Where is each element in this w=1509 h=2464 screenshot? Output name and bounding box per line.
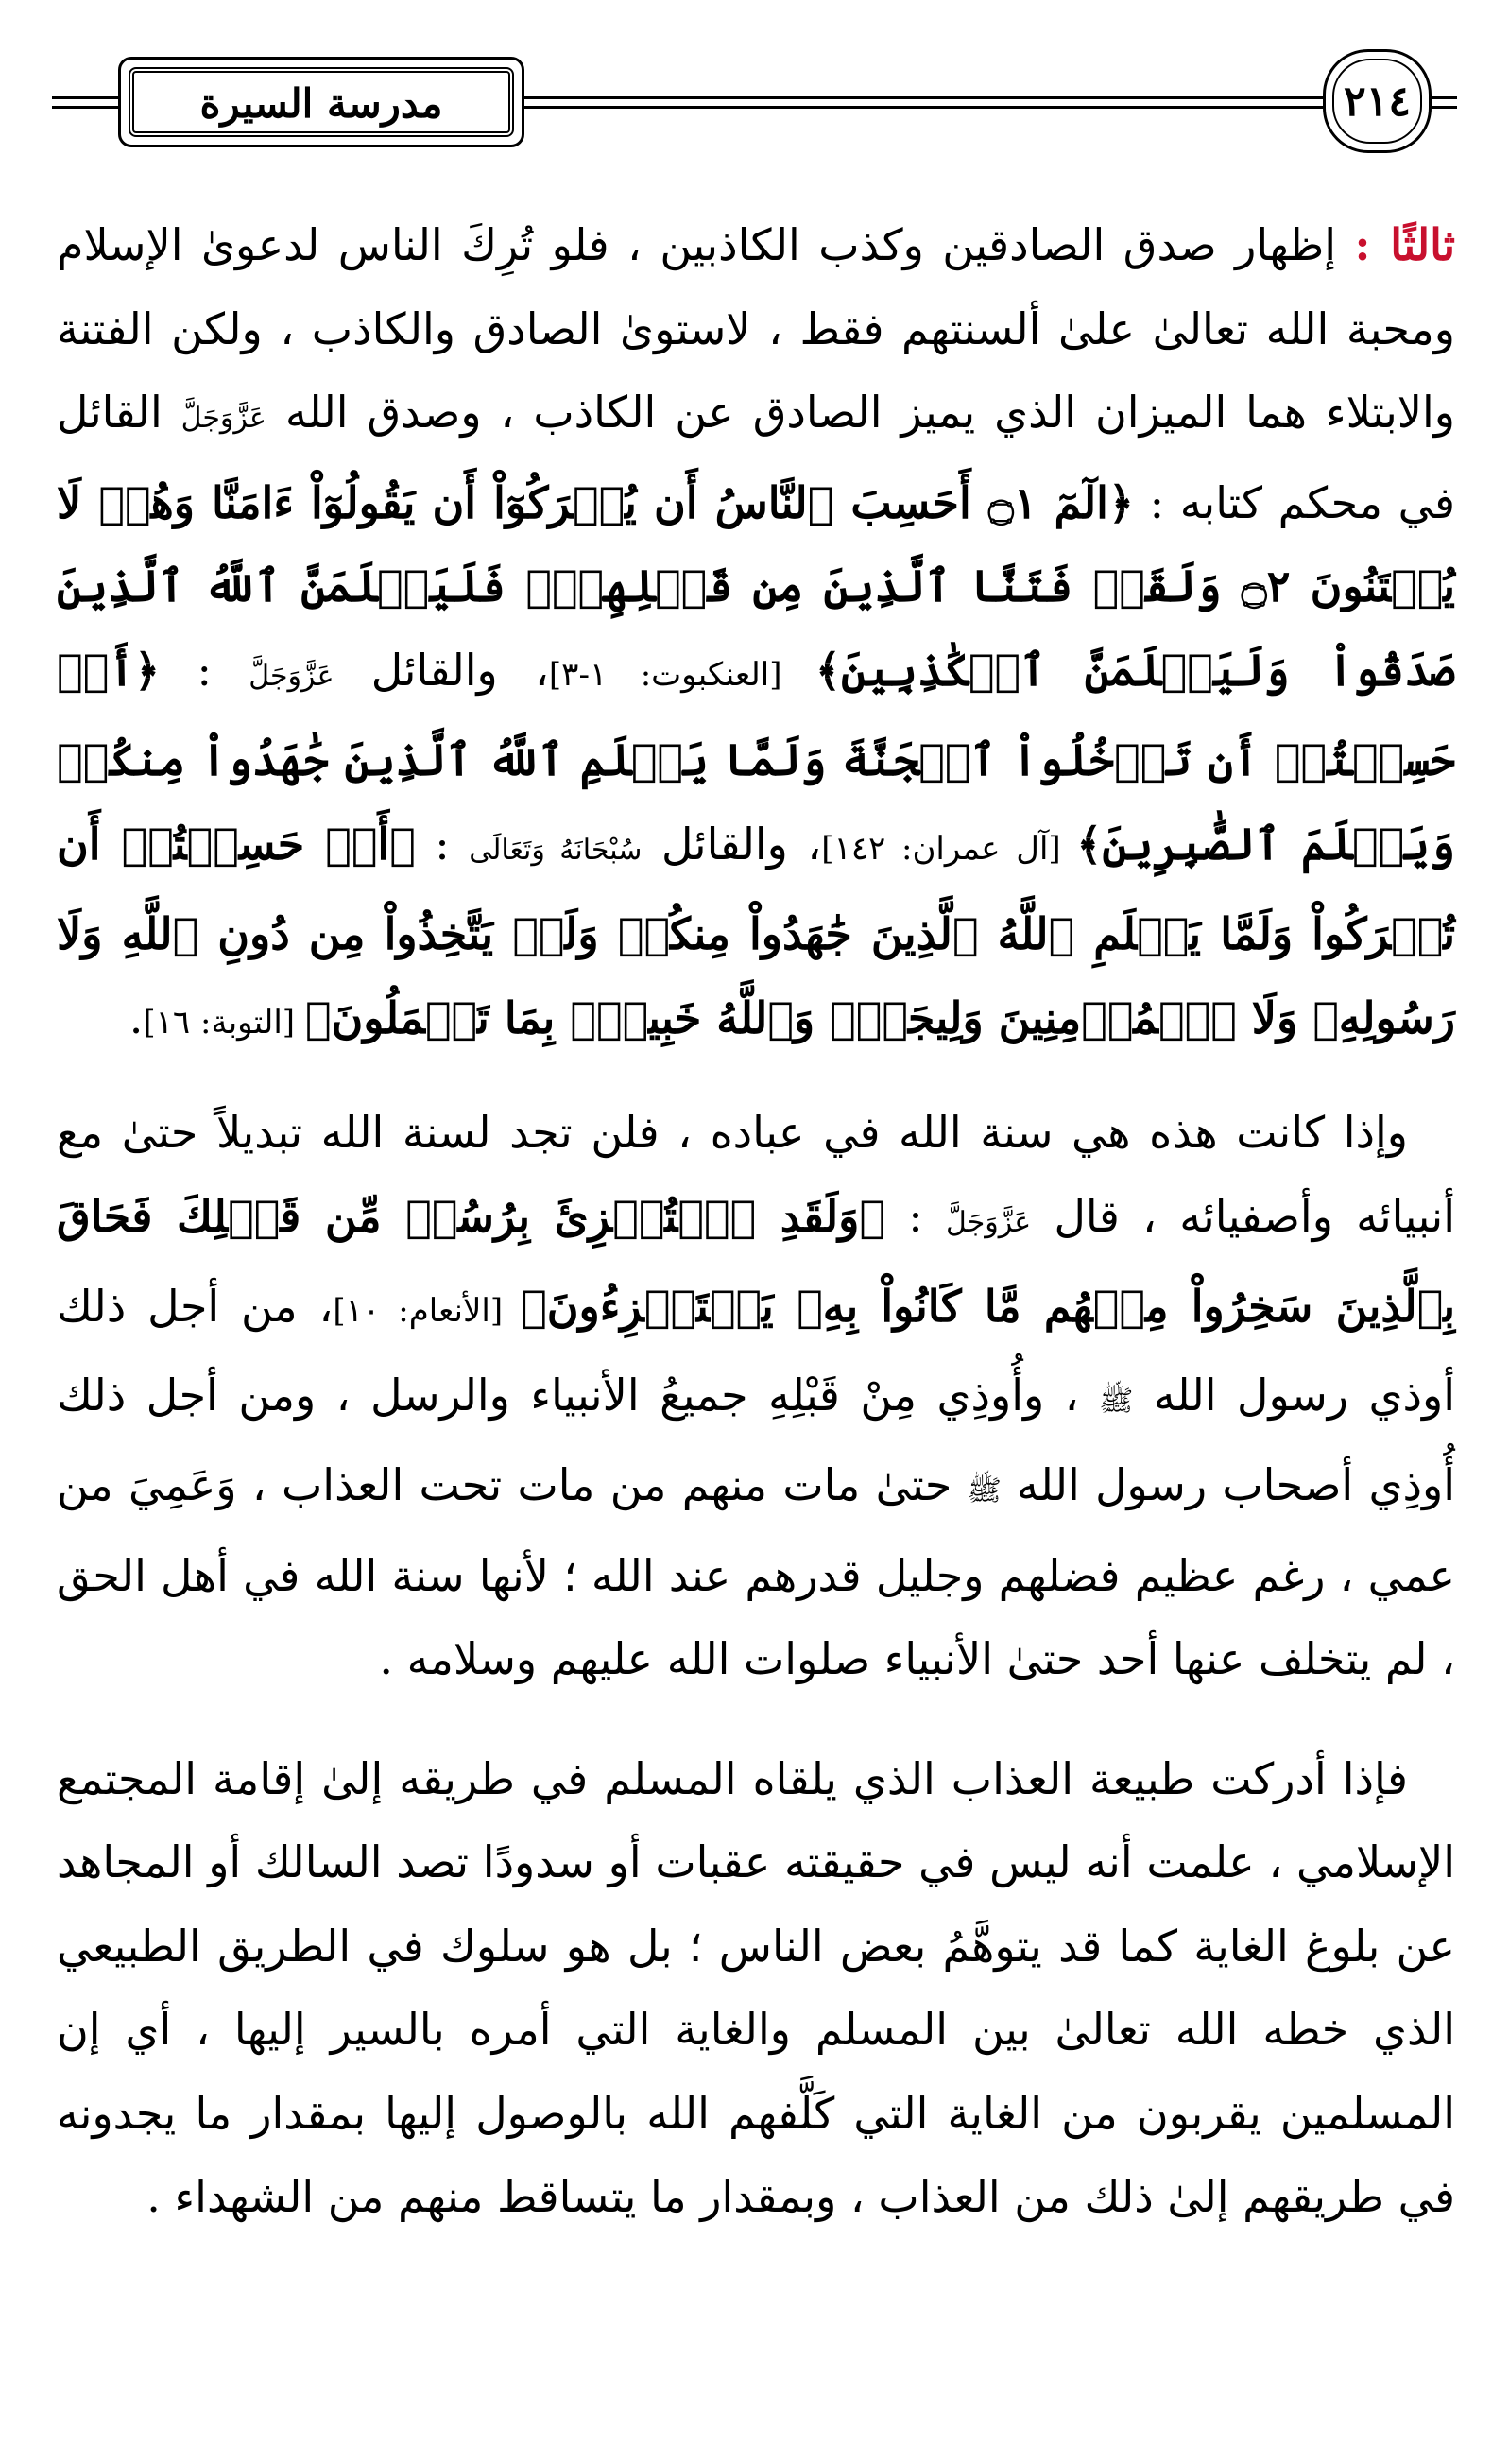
header-rule bbox=[52, 96, 118, 99]
text-run: القائل في محكم كتابه : bbox=[57, 387, 1455, 528]
header-rule bbox=[1432, 96, 1457, 99]
header-rule bbox=[524, 96, 1323, 99]
book-title-frame bbox=[118, 57, 524, 147]
verse-reference: [العنكبوت: ١-٣] bbox=[548, 655, 816, 694]
honorific: ﷺ bbox=[1099, 1384, 1134, 1418]
honorific: سُبْحَانَهُ وَتَعَالَى bbox=[469, 833, 643, 867]
text-run: ، من أجل ذلك أوذي رسول الله bbox=[57, 1281, 1455, 1421]
quran-verse: ﴿وَلَقَدِ ٱسۡتُهۡزِئَ بِرُسُلٖ مِّن قَبۡلِكَ فَحَاقَ بِٱلَّذِينَ سَخِرُواْ مِنۡهُم مَّا كَانُواْ بِهِۦ يَسۡتَهۡزِءُونَ﴾ bbox=[57, 1190, 1455, 1332]
text-run: وإذا كانت هذه هي سنة الله في عباده ، فلن تجد لسنة الله تبديلاً حتىٰ مع أنبيائه وأصفيائه ، قال bbox=[57, 1107, 1455, 1242]
text-run: ، والقائل bbox=[642, 818, 822, 870]
header-rule bbox=[1432, 106, 1457, 109]
paragraph-1 bbox=[57, 203, 1455, 1064]
page-header bbox=[52, 45, 1457, 159]
quran-verse: ﴿أَمۡ حَسِبۡتُمۡ أَن تَدۡخُلُواْ ٱلۡجَنَّةَ وَلَمَّا يَعۡلَمِ ٱللَّهُ ٱلَّذِينَ جَٰهَدُواْ مِنكُمۡ وَيَعۡلَمَ ٱلصَّٰبِرِينَ﴾ bbox=[57, 644, 1455, 870]
text-run: إظهار صدق الصادقين وكذب الكاذبين ، فلو تُرِكَ الناس لدعوىٰ الإسلام ومحبة الله تعالىٰ علىٰ ألسنتهم فقط ، لاستوىٰ الصادق والكاذب ، ولكن الفتنة والابتلاء هما الميزان الذي يميز الصادق عن الكاذب ، وصدق الله bbox=[57, 219, 1455, 438]
paragraph-gap bbox=[57, 1701, 1455, 1737]
paragraph-gap bbox=[57, 1064, 1455, 1091]
header-rule bbox=[524, 106, 1323, 109]
honorific: عَزَّوَجَلَّ bbox=[945, 1205, 1032, 1239]
text-run: : bbox=[160, 644, 249, 696]
text-run: فإذا أدركت طبيعة العذاب الذي يلقاه المسلم في طريقه إلىٰ إقامة المجتمع الإسلامي ، علمت أنه ليس في حقيقته عقبات أو سدودًا تصد السالك أو المجاهد عن بلوغ الغاية كما قد يتوهَّمُ بعض الناس ؛ بل هو سلوك في الطريق الطبيعي الذي خطه الله تعالىٰ بين المسلم والغاية التي أمره بالسير إليها ، أي إن المسلمين يقربون من الغاية التي كَلَّفهم الله بالوصول إليها بمقدار ما يجدونه في طريقهم إلىٰ ذلك من العذاب ، وبمقدار ما يتساقط منهم من الشهداء . bbox=[57, 1752, 1455, 2222]
verse-reference: [الأنعام: ١٠] bbox=[333, 1292, 522, 1330]
paragraph-2 bbox=[57, 1091, 1455, 1701]
honorific: عَزَّوَجَلَّ bbox=[249, 659, 334, 693]
quran-verse: ﴿أَمۡ حَسِبۡتُمۡ أَن تُتۡرَكُواْ وَلَمَّا يَعۡلَمِ ٱللَّهُ ٱلَّذِينَ جَٰهَدُواْ مِنكُمۡ وَلَمۡ يَتَّخِذُواْ مِن دُونِ ٱللَّهِ وَلَا رَسُولِهِۦ وَلَا ٱلۡمُؤۡمِنِينَ وَلِيجَةٗۚ وَٱللَّهُ خَبِيرُۢ بِمَا تَعۡمَلُونَ﴾ bbox=[57, 818, 1455, 1043]
page-number: ٢١٤ bbox=[1344, 78, 1411, 126]
text-run: . bbox=[129, 991, 144, 1043]
header-rule bbox=[52, 106, 118, 109]
page-number-frame bbox=[1323, 49, 1432, 153]
text-run: ، وأُوذِي مِنْ قَبْلِهِ جميعُ الأنبياء والرسل ، ومن أجل ذلك أُوذِي أصحاب رسول الله bbox=[57, 1369, 1455, 1510]
text-run: : bbox=[884, 1190, 946, 1242]
text-run: ، والقائل bbox=[334, 644, 549, 696]
text-run: حتىٰ مات منهم من مات تحت العذاب ، وَعَمِيَ من عمي ، رغم عظيم فضلهم وجليل قدرهم عند الله ؛ لأنها سنة الله في أهل الحق ، لم يتخلف عنها أحد حتىٰ الأنبياء صلوات الله عليهم وسلامه . bbox=[57, 1459, 1455, 1684]
honorific: ﷺ bbox=[967, 1474, 1002, 1508]
book-title: مدرسة السيرة bbox=[199, 80, 443, 127]
paragraph-3 bbox=[57, 1737, 1455, 2239]
verse-reference: [التوبة: ١٦] bbox=[143, 1003, 305, 1042]
honorific: عَزَّوَجَلَّ bbox=[180, 402, 266, 435]
body-text bbox=[57, 203, 1455, 2239]
quran-verse: ﴿الٓمٓ ۝١ أَحَسِبَ ٱلنَّاسُ أَن يُتۡرَكُوٓاْ أَن يَقُولُوٓاْ ءَامَنَّا وَهُمۡ لَا يُفۡتَنُونَ ۝٢ وَلَقَدۡ فَتَنَّا ٱلَّذِينَ مِن قَبۡلِهِمۡۖ فَلَيَعۡلَمَنَّ ٱللَّهُ ٱلَّذِينَ صَدَقُواْ وَلَيَعۡلَمَنَّ ٱلۡكَٰذِبِينَ﴾ bbox=[57, 476, 1456, 696]
verse-reference: [آل عمران: ١٤٢] bbox=[821, 829, 1077, 868]
text-run: : bbox=[415, 818, 470, 870]
section-lead: ثالثًا : bbox=[1354, 219, 1455, 270]
